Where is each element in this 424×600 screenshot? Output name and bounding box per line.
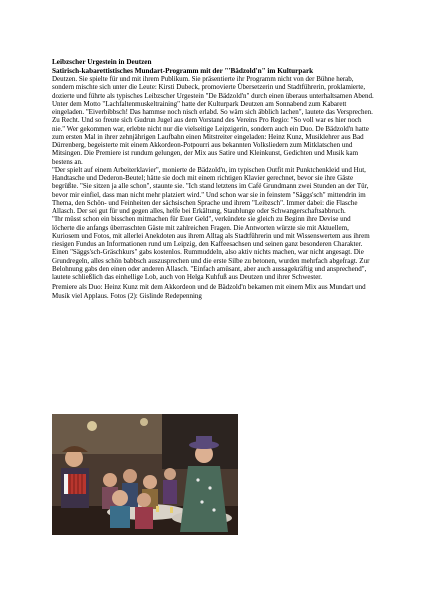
article-paragraph: Deutzen. Sie spielte für und mit ihrem Publikum. Sie präsentierte ihr Programm nicht von der Bühne herab, sondern mischte sich unter die Leute: Kirsti Dubeck, promovierte Übersetzerin und Stadtführerin, proklamierte, dozierte und führte als typisches Leibzscher Urgestein "De Bädzold'n" durch einen überaus unterhaltsamen Abend. <box>52 75 374 100</box>
article-paragraph: "Der spielt auf einem Arbeiterklavier", monierte de Bädzold'n, im typischen Outfit mit Punktchenkleid und Hut, Handtasche und Dederon-Beutel; hätte sie doch mit einem richtigen Klavier gerechnet, bevor sie ihre Gäste begrüßte. "Sie sitzen ja alle schon", staunte sie. "Ich stand letztens im Café Grundmann zwei Stunden an der Tür, bevor mir einfiel, dass man nicht mehr platziert wird." Und schon war sie in feinstem "Säggs'sch" mittendrin im Thema, den Schön- und Feinheiten der sächsischen Sprache und ihrem "Leibzsch". Immer dabei: die Flasche Allasch. Der sei gut für und gegen alles, helfe bei Erkältung, Staublunge oder Schwangerschaftsabbruch. <box>52 165 369 216</box>
article <box>52 58 374 300</box>
article-paragraph: Unter dem Motto "Lachfaltenmuskeltraining" hatte der Kulturpark Deutzen am Sonnabend zum Kabarett eingeladen. "Eiverbibbsch! Das hammse noch nisch erlabd. So wärn sich äbblich lachen", lautete das Versprechen. Zu Recht. Und so freute sich Gudrun Jugel aus dem Vorstand des Vereins Pro Regio: "So voll war es hier noch nie." Wer gekommen war, erlebte nicht nur die vielseitige Leipzigerin, sondern auch ein Duo. De Bädzold'n hatte zum ersten Mal in ihrer zehnjährigen Laufbahn einen Mitstreiter eingeladen: Heinz Kunz, Musiklehrer aus Bad Dürrenberg, begeisterte mit einem Akkordeon-Potpourri aus bekannten Volksliedern zum Mitklatschen und Mitsingen. Die Premiere ist rundum gelungen, der Mix aus Satire und Kleinkunst, Gedichten und Musik kam bestens an. <box>52 99 373 166</box>
article-photo <box>52 414 238 535</box>
article-subtitle: Satirisch-kabarettistisches Mundart-Programm mit der "'Bädzold'n" im Kulturpark <box>52 66 314 75</box>
photo-caption: Premiere als Duo: Heinz Kunz mit dem Akkordeon und de Bädzold'n bekamen mit einem Mix aus Mundart und Musik viel Applaus. Fotos (2): Gislinde Redepenning <box>52 283 366 300</box>
photo-illustration <box>52 414 238 535</box>
article-paragraph: "Ihr müsst schon ein bisschen mitmachen für Euer Geld", verkündete sie gleich zu Beginn ihre Devise und löcherte die anfangs überraschten Gäste mit zahlreichen Fragen. Die Antworten würzte sie mit Aktuellem, Kuriosem und Fotos, mit allerlei Anekdoten aus ihrem Alltag als Stadtführerin und mit Wissenswertem aus ihrem riesigen Fundus an Informationen rund um Leipzig, den Kaffeesachsen und seinen ganz besonderen Charakter. Einen "Säggs'sch-Gräschkurs" gabs kostenlos. Rummuddeln, also aktiv nichts machen, war nicht angesagt. Die Grundregeln, alles schön babbsch auszusprechen und die erste Silbe zu betonen, wurden mehrfach abgefragt. Zur Belohnung gabs den einen oder anderen Allasch. "Einfach amüsant, aber auch aussagekräftig und ansprechend", lautete schließlich das einhellige Lob, auch von Helga Kuhfuß aus Deutzen und ihrer Schwester. <box>52 215 370 282</box>
article-title: Leibzscher Urgestein in Deutzen <box>52 58 152 66</box>
